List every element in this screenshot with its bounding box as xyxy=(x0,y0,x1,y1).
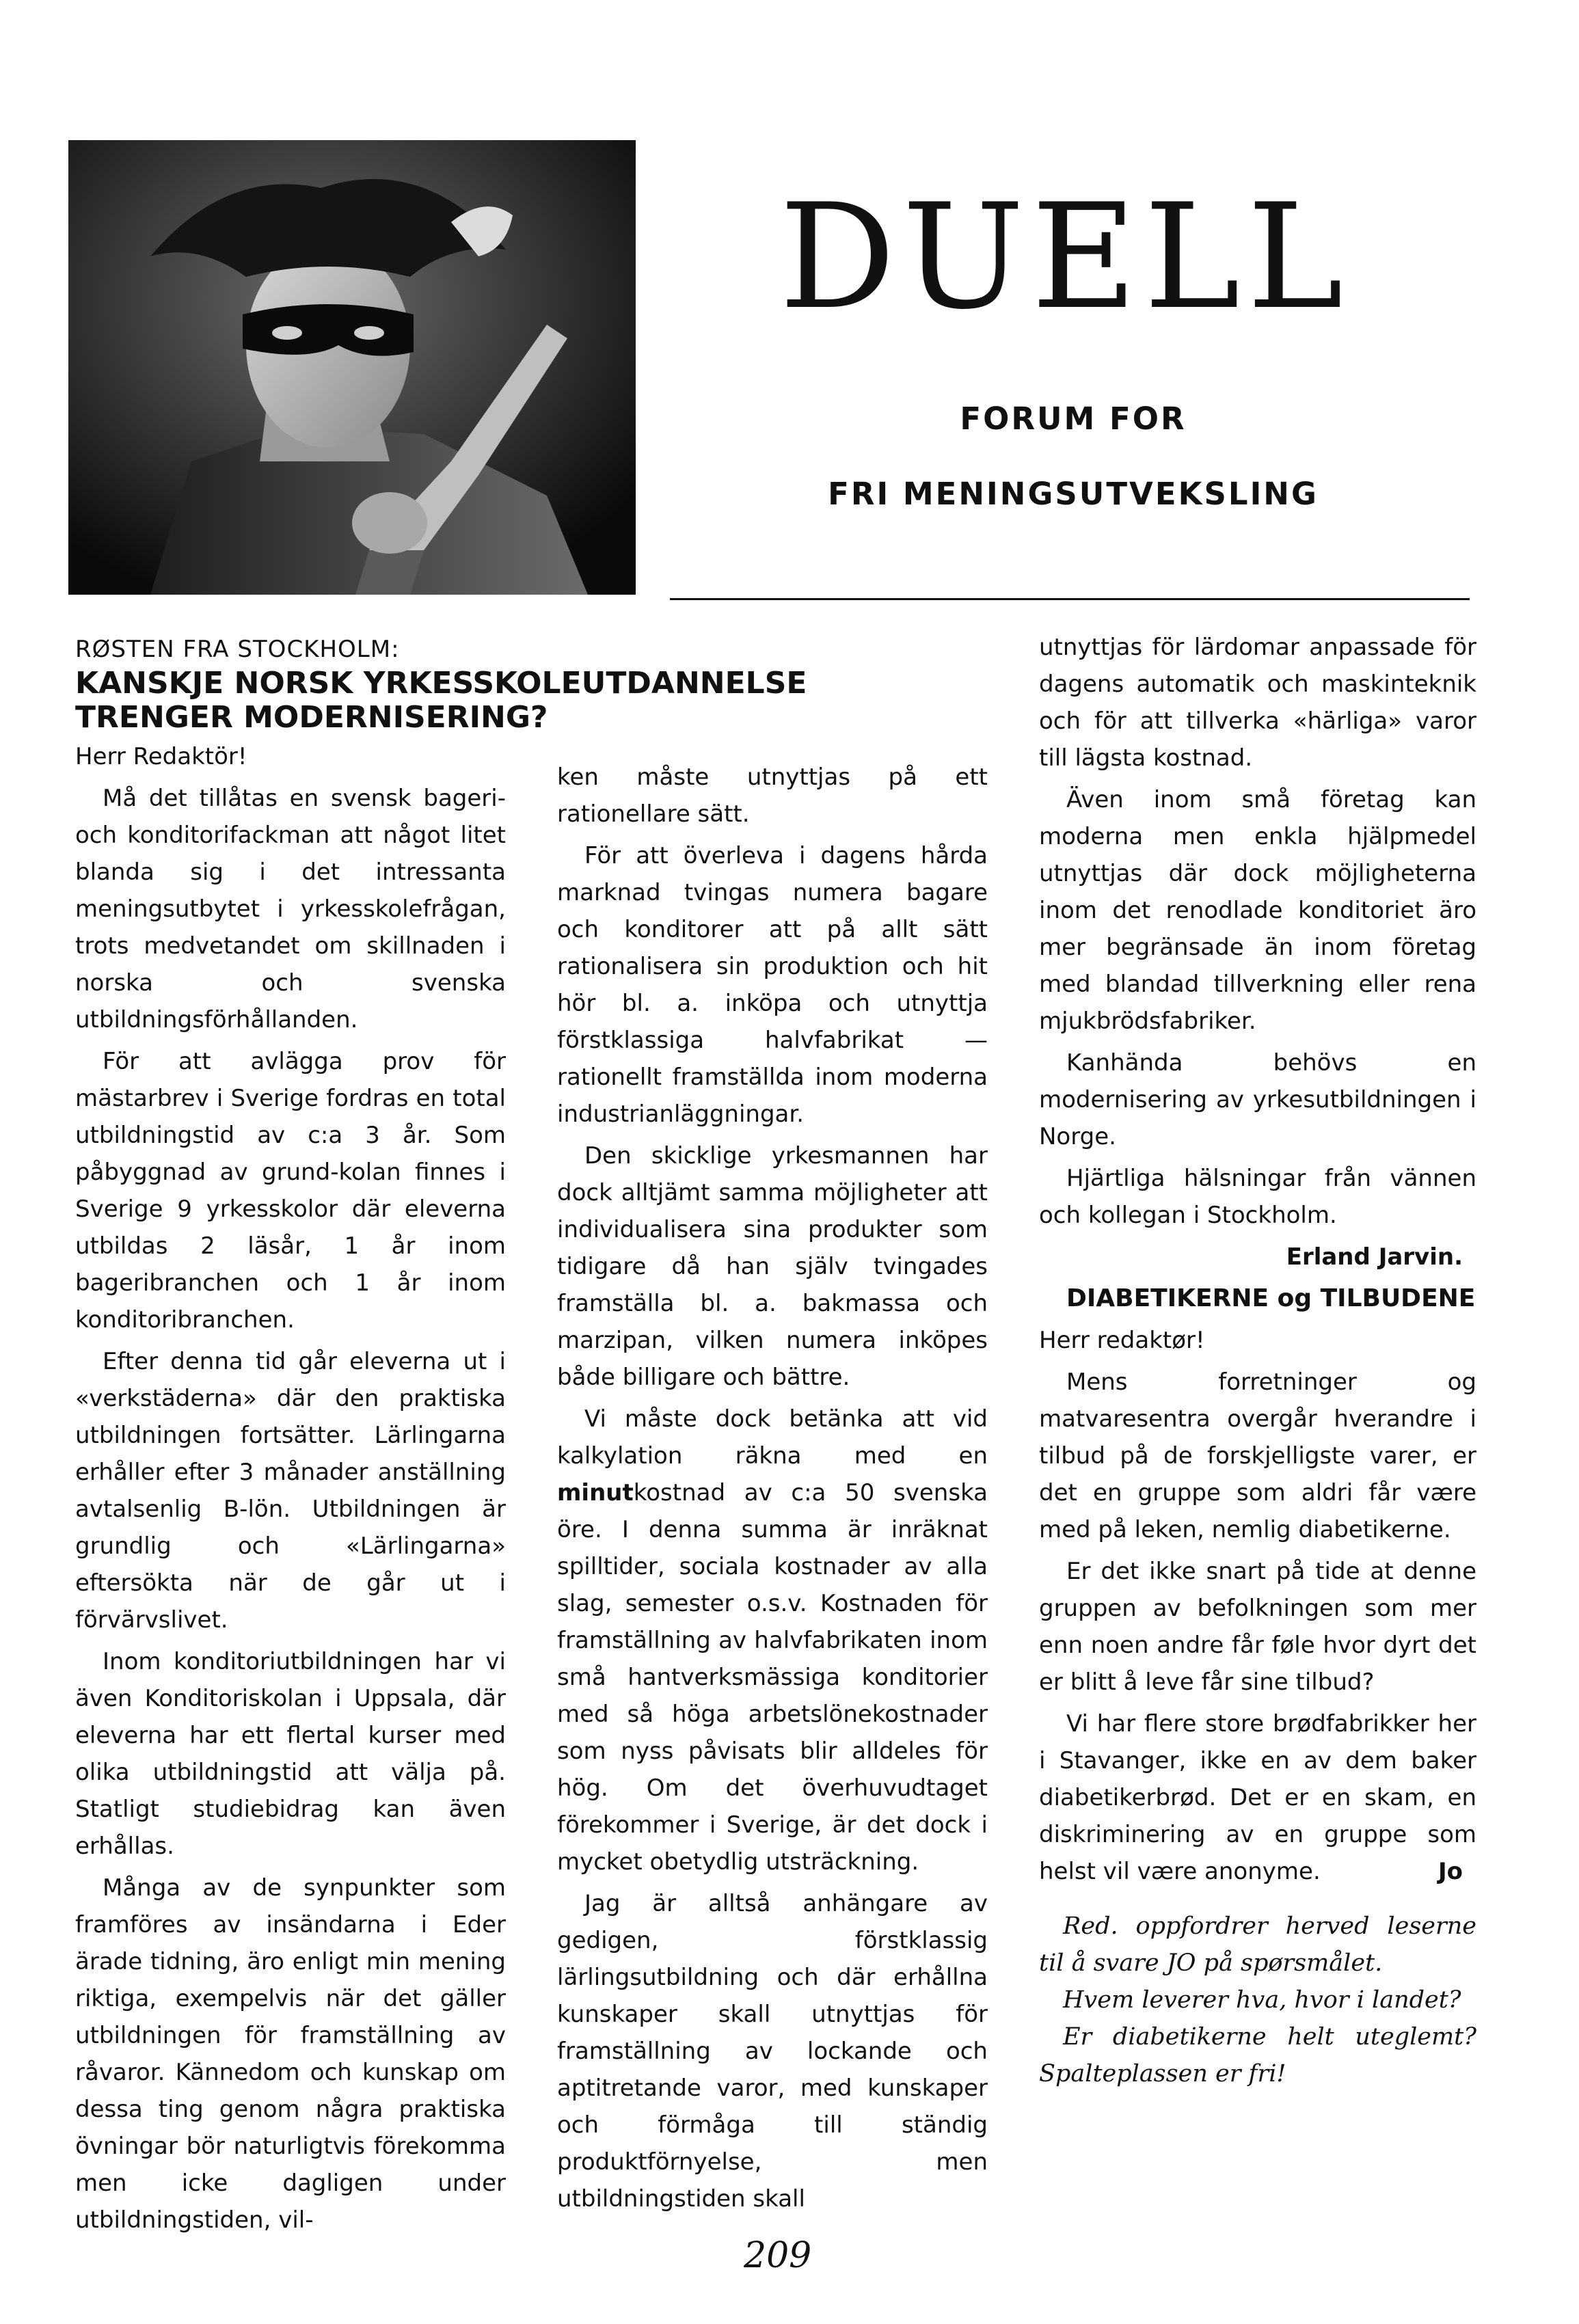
paragraph: För att överleva i dagens hårda marknad tvingas numera bagare och konditorer att på allt sätt rationalisera sin produktion och hit hör bl. a. inköpa och utnyttja förstklassiga halvfabrikat — rationellt framställda inom moderna industrianläggningar. xyxy=(557,842,988,1128)
page-number: 209 xyxy=(744,2235,812,2276)
magazine-section-title: DUELL xyxy=(779,172,1350,341)
text-column-2 xyxy=(557,759,988,2222)
paragraph: Den skicklige yrkesmannen har dock alltjämt samma möjligheter att individualisera sina produkter som tidigare då han själv tvingades framställa bl. a. bakmassa och marzipan, vilken numera inköpes både billigare och bättre. xyxy=(557,1142,988,1391)
paragraph: Kanhända behövs en modernisering av yrkesutbildningen i Norge. xyxy=(1039,1049,1476,1150)
paragraph: Även inom små företag kan moderna men enkla hjälpmedel utnyttjas där dock möjligheterna inom det renodlade konditoriet äro mer begränsade än inom företag med blandad tillverkning eller rena mjukbrödsfabriker. xyxy=(1039,786,1476,1035)
paragraph-continuation: utnyttjas för lärdomar anpassade för dagens automatik och maskinteknik och för att tillverka «härliga» varor till lägsta kostnad. xyxy=(1039,634,1476,772)
header-divider xyxy=(670,598,1470,600)
paragraph: Inom konditoriutbildningen har vi även Konditoriskolan i Uppsala, där eleverna har ett flertal kurser med olika utbildningstid att välja på. Statligt studiebidrag kan även erhållas. xyxy=(75,1648,506,1860)
paragraph: Må det tillåtas en svensk bageri- och konditorifackman att något litet blanda sig i det intressanta meningsutbytet i yrkesskolefrågan, trots medvetandet om skillnaden i norska och svenska utbildningsförhållanden. xyxy=(75,785,506,1033)
paragraph-text: kostnad av c:a 50 svenska öre. I denna summa är inräknat spilltider, sociala kostnader av alla slag, semester o.s.v. Kostnaden för framställning av halvfabrikaten inom små hantverksmässiga konditorier med så höga arbetslönekostnader som nyss påvisats blir alldeles för hög. Om det överhuvudtaget förekommer i Sverige, är det dock i mycket obetydlig utsträckning. xyxy=(557,1479,988,1876)
salutation: Herr redaktør! xyxy=(1039,1327,1205,1354)
paragraph: Hjärtliga hälsningar från vännen och kollegan i Stockholm. xyxy=(1039,1165,1476,1229)
paragraph: För att avlägga prov för mästarbrev i Sverige fordras en total utbildningstid av c:a 3 år. Som påbyggnad av grund-kolan finnes i Sverige 9 yrkesskolor där eleverna utbildas 2 läsår, 1 år inom bageribranchen och 1 år inom konditoribranchen. xyxy=(75,1048,506,1334)
editor-note-line: Red. oppfordrer herved leserne til å svare JO på spørsmålet. xyxy=(1039,1913,1476,1977)
masked-duelist-image xyxy=(68,140,636,595)
paragraph: Er det ikke snart på tide at denne gruppen av befolkningen som mer enn noen andre får føle hvor dyrt det er blitt å leve får sine tilbud? xyxy=(1039,1558,1476,1696)
article-signature: Erland Jarvin. xyxy=(1286,1243,1463,1271)
header-photo xyxy=(68,140,636,595)
article-headline: KANSKJE NORSK YRKESSKOLEUTDANNELSE TRENGER MODERNISERING? xyxy=(75,666,807,735)
paragraph xyxy=(1039,1705,1476,1890)
text-column-1 xyxy=(75,738,506,2243)
paragraph-text: Vi måste dock betänka att vid kalkylation räkna med en xyxy=(557,1405,988,1470)
editor-note-line: Er diabetikerne helt uteglemt? Spalteplassen er fri! xyxy=(1039,2023,1476,2087)
paragraph xyxy=(557,1401,988,1880)
paragraph: Efter denna tid går eleverna ut i «verkstäderna» där den praktiska utbildningen fortsätter. Lärlingarna erhåller efter 3 månader anställning avtalsenlig B-lön. Utbildningen är grundlig och «Lärlingarna» eftersökta när de går ut i förvärvslivet. xyxy=(75,1348,506,1634)
paragraph: Många av de synpunkter som framföres av insändarna i Eder ärade tidning, äro enligt min mening riktiga, exempelvis när det gäller utbildningen för framställning av råvaror. Kännedom och kunskap om dessa ting genom några praktiska övningar bör naturligtvis förekomma men icke dagligen under utbildningstiden, vil- xyxy=(75,1874,506,2234)
section-subtitle-line-2: FRI MENINGSUTVEKSLING xyxy=(828,476,1319,512)
text-column-3 xyxy=(1039,629,1476,2092)
article-kicker: RØSTEN FRA STOCKHOLM: xyxy=(75,636,400,663)
editor-note-line: Hvem leverer hva, hvor i landet? xyxy=(1063,1986,1461,2014)
emphasized-word: minut xyxy=(557,1479,634,1506)
paragraph: Mens forretninger og matvaresentra overgår hverandre i tilbud på de forskjelligste varer, er det en gruppe som aldri får være med på leken, nemlig diabetikerne. xyxy=(1039,1368,1476,1543)
section-subtitle-line-1: FORUM FOR xyxy=(960,401,1187,437)
letter-headline: DIABETIKERNE og TILBUDENE xyxy=(1066,1284,1476,1312)
paragraph-continuation: ken måste utnyttjas på ett rationellare sätt. xyxy=(557,764,988,828)
paragraph-text: Vi har flere store brødfabrikker her i Stavanger, ikke en av dem baker diabetikerbrød. Det er en skam, en diskriminering av en gruppe som helst vil være anonyme. xyxy=(1039,1710,1476,1885)
editor-note xyxy=(1039,1908,1476,2092)
salutation: Herr Redaktör! xyxy=(75,743,247,770)
letter-signature: Jo xyxy=(1438,1858,1463,1885)
paragraph: Jag är alltså anhängare av gedigen, förstklassig lärlingsutbildning och där erhållna kunskaper skall utnyttjas för framställning av lockande och aptitretande varor, med kunskaper och förmåga till ständig produktförnyelse, men utbildningstiden skall xyxy=(557,1890,988,2213)
